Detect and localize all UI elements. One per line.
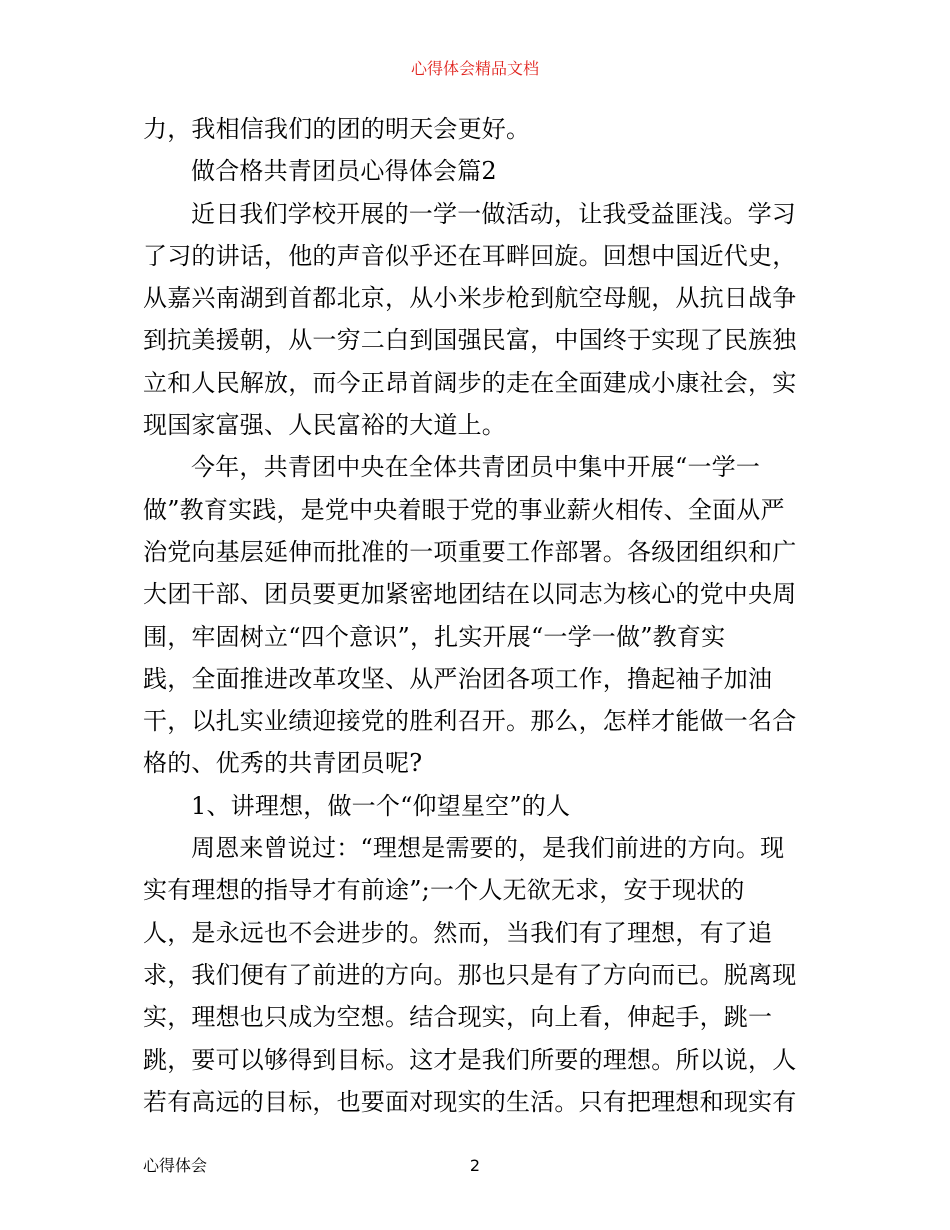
text-line: 今年，共青团中央在全体共青团员中集中开展“一学一 [191,453,761,482]
text-line: 治党向基层延伸而批准的一项重要工作部署。各级团组织和广 [143,537,797,566]
text-line: 践，全面推进改革攻坚、从严治团各项工作，撸起袖子加油 [143,664,773,693]
document-body [143,108,813,1123]
text-line: 从嘉兴南湖到首都北京，从小米步枪到航空母舰，从抗日战争 [143,284,797,313]
subheading: 1、讲理想，做一个“仰望星空”的人 [191,791,571,820]
footer-label: 心得体会 [143,1156,208,1175]
text-line: 人，是永远也不会进步的。然而，当我们有了理想，有了追 [143,918,773,947]
text-line: 大团干部、团员要更加紧密地团结在以同志为核心的党中央周 [143,580,797,609]
text-line: 现国家富强、人民富裕的大道上。 [143,411,506,440]
text-line: 了习的讲话，他的声音似乎还在耳畔回旋。回想中国近代史， [143,241,797,270]
text-line: 格的、优秀的共青团员呢? [143,749,423,778]
text-line: 立和人民解放，而今正昂首阔步的走在全面建成小康社会，实 [143,368,797,397]
page-number: 2 [469,1156,481,1175]
text-line: 跳，要可以够得到目标。这才是我们所要的理想。所以说，人 [143,1045,797,1074]
text-line: 力，我相信我们的团的明天会更好。 [143,115,531,143]
text-line: 求，我们便有了前进的方向。那也只是有了方向而已。脱离现 [143,960,797,989]
text-line: 实，理想也只成为空想。结合现实，向上看，伸起手，跳一 [143,1003,773,1032]
text-line: 若有高远的目标，也要面对现实的生活。只有把理想和现实有 [143,1087,797,1116]
text-line: 到抗美援朝，从一穷二白到国强民富，中国终于实现了民族独 [143,326,797,355]
text-line: 干，以扎实业绩迎接党的胜利召开。那么，怎样才能做一名合 [143,707,797,736]
text-line: 周恩来曾说过：“理想是需要的，是我们前进的方向。现 [191,834,785,863]
page-header-title: 心得体会精品文档 [410,59,539,78]
text-line: 实有理想的指导才有前途”;一个人无欲无求，安于现状的 [143,876,745,905]
text-line: 做”教育实践，是党中央着眼于党的事业薪火相传、全面从严 [143,495,785,524]
text-line: 围，牢固树立“四个意识”，扎实开展“一学一做”教育实 [143,622,726,651]
text-line: 近日我们学校开展的一学一做活动，让我受益匪浅。学习 [191,199,796,228]
section-heading: 做合格共青团员心得体会篇2 [191,157,497,186]
